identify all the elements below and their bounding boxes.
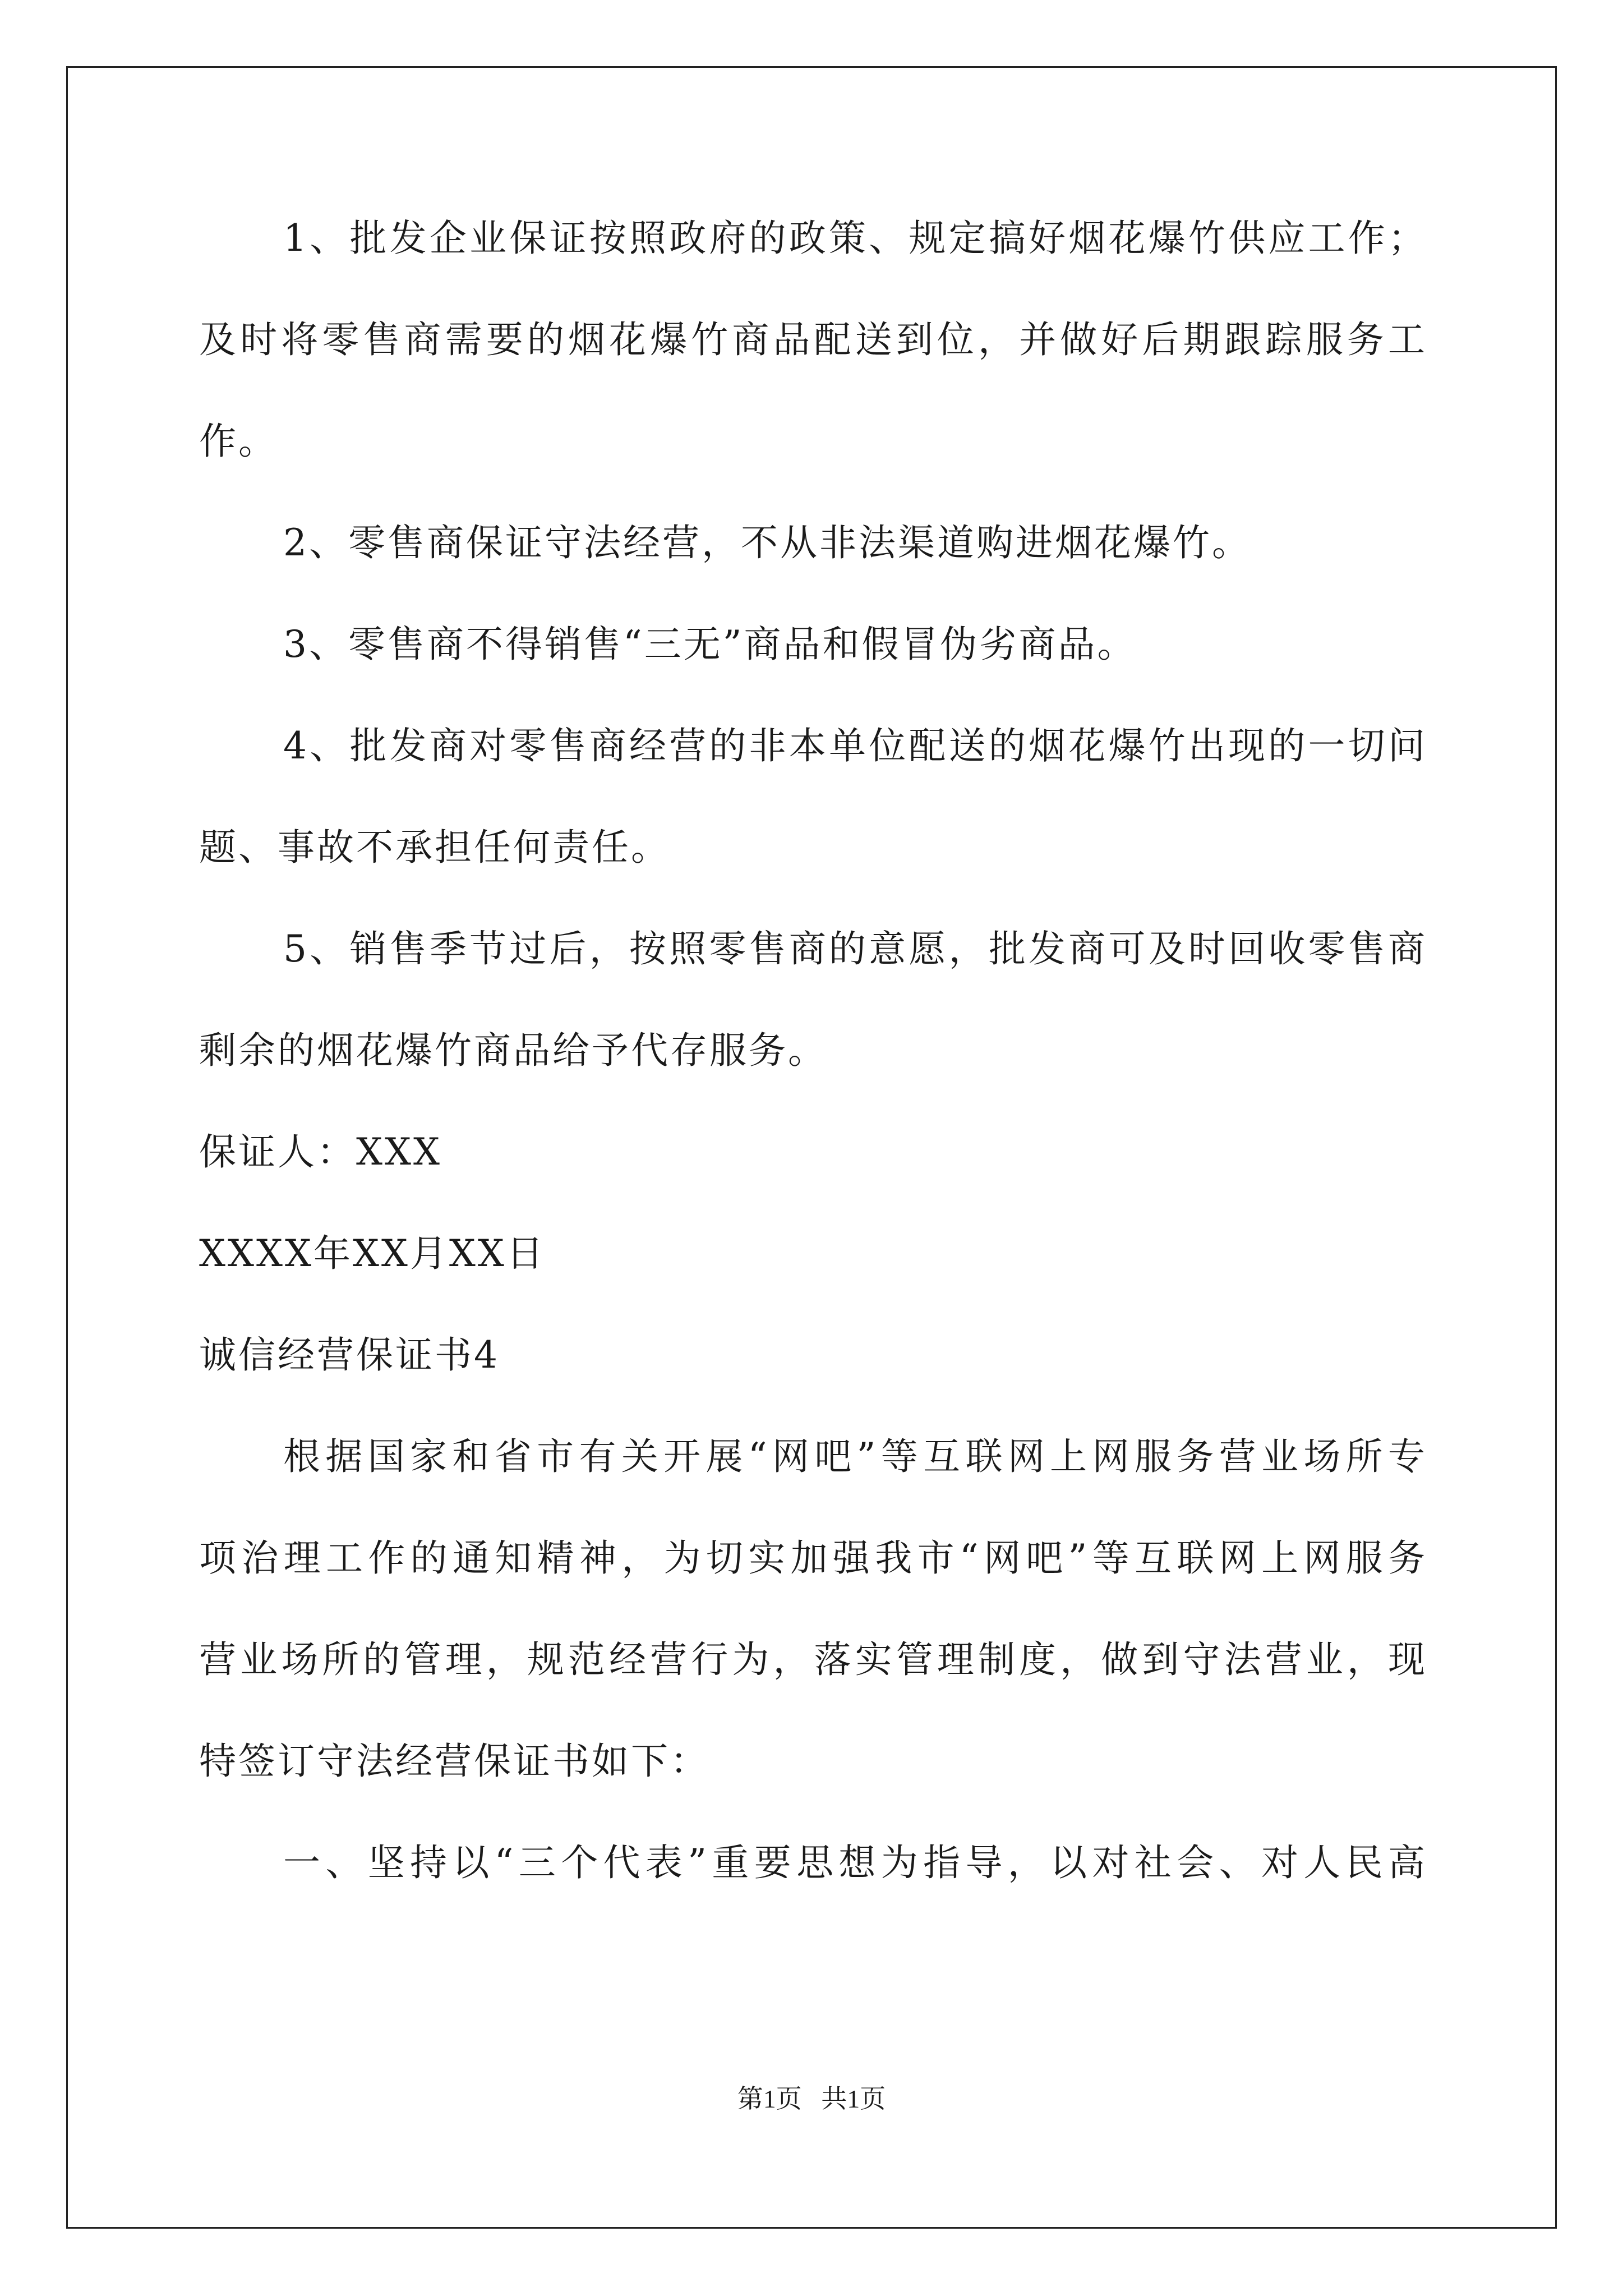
paragraph-5-line-2: 剩余的烟花爆竹商品给予代存服务。 [199, 1029, 827, 1072]
page-number-footer: 第1页 共1页 [737, 2085, 886, 2113]
paragraph-6-line-1: 根据国家和省市有关开展“网吧”等互联网上网服务营业场所专 [283, 1435, 1427, 1478]
paragraph-1-line-1: 1、批发企业保证按照政府的政策、规定搞好烟花爆竹供应工作； [283, 217, 1427, 260]
date-line: XXXX年XX月XX日 [199, 1232, 546, 1275]
paragraph-6-line-4: 特签订守法经营保证书如下： [199, 1740, 709, 1783]
paragraph-7-line-1: 一、坚持以“三个代表”重要思想为指导，以对社会、对人民高 [283, 1841, 1427, 1884]
paragraph-2: 2、零售商保证守法经营，不从非法渠道购进烟花爆竹。 [283, 521, 1251, 564]
paragraph-5-line-1: 5、销售季节过后，按照零售商的意愿，批发商可及时回收零售商 [283, 927, 1427, 970]
paragraph-4-line-2: 题、事故不承担任何责任。 [199, 826, 670, 869]
paragraph-6-line-3: 营业场所的管理，规范经营行为，落实管理制度，做到守法营业，现 [199, 1638, 1427, 1681]
paragraph-4-line-1: 4、批发商对零售商经营的非本单位配送的烟花爆竹出现的一切问 [283, 724, 1427, 767]
paragraph-1-line-3: 作。 [199, 420, 278, 463]
guarantor-line: 保证人：XXX [199, 1130, 442, 1174]
paragraph-1-line-2: 及时将零售商需要的烟花爆竹商品配送到位，并做好后期跟踪服务工 [199, 318, 1427, 361]
paragraph-6-line-2: 项治理工作的通知精神，为切实加强我市“网吧”等互联网上网服务 [199, 1536, 1427, 1580]
paragraph-3: 3、零售商不得销售“三无”商品和假冒伪劣商品。 [283, 623, 1137, 666]
section-title: 诚信经营保证书4 [199, 1333, 500, 1377]
